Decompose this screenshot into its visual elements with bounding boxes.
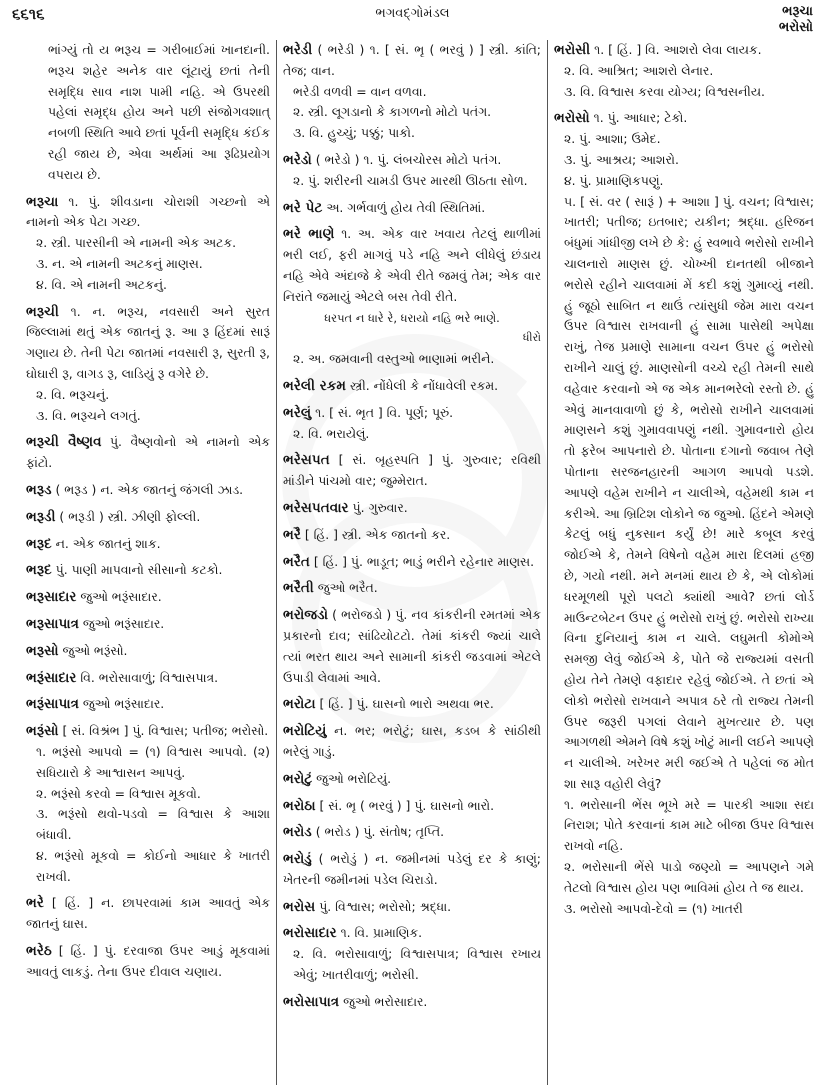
entry-definition: ( ભરેડી ) ૧. [ સં. ભૃ ( ભરવું ) ] સ્ત્રી. કાંતિ; તેજ; વાન. <box>283 42 541 78</box>
entry-definition: પું. ગુરુવાર. <box>352 499 408 515</box>
column-1 <box>10 40 276 1085</box>
entry-headword: ભરોજડો <box>283 607 329 624</box>
entry-definition: ૧. પું. શીવડાના ચોરાશી ગચ્છનો એ નામનો એક પેટા ગચ્છ. <box>26 193 270 230</box>
entry-headword: ભરૂદ <box>26 535 52 552</box>
dictionary-entry <box>26 560 270 581</box>
entry-headword: ભરોટું <box>283 770 313 787</box>
dictionary-entry <box>283 897 541 918</box>
entry-headword: ભરૂસો <box>26 642 59 659</box>
entry-sense: ૩. વિ. વિશ્વાસ કરવા યોગ્ય; વિશ્વસનીય. <box>564 83 765 99</box>
entry-sense: ૨. ભરોસાની ભેંસે પાડો જણ્યો = આપણને ગમે તેટલો વિશ્વાસ હોય પણ ભાવિમાં હોય તે જ થાય. <box>564 859 814 895</box>
entry-definition: ( ભરોડ ) પું. સંતોષ; તૃપ્તિ. <box>315 824 445 840</box>
dictionary-entry <box>26 641 270 662</box>
dictionary-entry <box>283 721 541 763</box>
entry-headword: ભરોઠા <box>283 797 316 814</box>
entry-definition: ૧. [ હિં. ] વિ. આશરો લેવા લાયક. <box>594 42 762 57</box>
entry-headword: ભરેસપત <box>283 452 330 469</box>
dictionary-entry <box>26 534 270 555</box>
entry-headword: ભરૂંસાપાત્ર <box>26 696 79 713</box>
dictionary-entry <box>26 192 270 296</box>
dictionary-entry <box>283 376 541 397</box>
entry-headword: ભરેલું <box>283 404 312 421</box>
dictionary-entry <box>283 578 541 599</box>
entry-definition: ૧. [ સં. ભૃત ] વિ. પૂર્ણ; પૂરું. <box>315 404 454 420</box>
entry-sense: ૨. વિ. ભરોસાવાળું; વિશ્વાસપાત્ર; વિશ્વાસ રખાય એવું; ખાતરીવાળું; ભરોસી. <box>293 946 541 983</box>
entry-sense: ૨. પું. શરીરની ચામડી ઉપર મારથી ઊઠતા સોળ. <box>293 172 528 188</box>
entry-headword: ભરૂંસો <box>26 723 59 740</box>
entry-sense: ૨. વિ. ભરાયેલું. <box>293 425 370 441</box>
entry-definition: અ. ગર્ભવાળું હોય તેવી સ્થિતિમાં. <box>326 199 486 215</box>
dictionary-entry <box>283 198 541 219</box>
entry-sense: ભરેડી વળવી = વાન વળવા. <box>293 83 427 99</box>
continuation-text: ભાંગ્યું તો ય ભરૂચ = ગરીબાઈમાં ખાનદાની. ભરૂચ શહેર અનેક વાર લૂંટાયું છતાં તેની સમૃદ્ધિ સાવ નાશ પામી નહિ. એ ઉપરથી પહેલાં સમૃદ્ધ હોય અને પછી સંજોગવશાત્ નબળી સ્થિતિ આવે છતાં પૂર્વની સમૃદ્ધિ કંઈક રહી જાય છે, એવા અર્થમાં આ રૂઢિપ્રયોગ વપરાય છે. <box>48 42 270 182</box>
entry-headword: ભરેઠ <box>26 943 52 960</box>
entry-headword: ભરૂદ <box>26 562 52 579</box>
entry-headword: ભરૈ <box>283 526 301 543</box>
entry-headword: ભરે ભાણે <box>283 226 335 243</box>
entry-headword: ભરોસી <box>554 42 591 58</box>
entry-sense: ૨. ભરૂંસો કરવો = વિશ્વાસ મૂકવો. <box>36 785 201 801</box>
entry-definition: ૧. ન. ભરૂચ, નવસારી અને સુરત જિલ્લામાં થતું એક જાતનું રૂ. આ રૂ હિંદમાં સારૂં ગણાય છે. તેની પેટા જાતમાં નવસારી રૂ, સુરતી રૂ, ઘોઘારી રૂ, વાગડ રૂ, લાડિયું રૂ વગેરે છે. <box>26 303 270 381</box>
entry-definition: જુઓ ભરોસાદાર. <box>343 993 428 1009</box>
entry-headword: ભરેડો <box>283 151 312 168</box>
entry-definition: ૧. વિ. પ્રામાણિક. <box>340 925 423 941</box>
dictionary-entry <box>283 403 541 445</box>
dictionary-entry <box>26 480 270 501</box>
entry-definition: [ હિં. ] ન. છાપરવામાં કામ આવતું એક જાતનું ઘાસ. <box>26 895 270 932</box>
entry-definition: ન. ભર; ભરોટું; ઘાસ, કડબ કે સાંઠીથી ભરેલું ગાડું. <box>283 723 541 759</box>
entry-sense: ૩. ભરૂંસો થવો-પડવો = વિશ્વાસ કે આશા બંધાવી. <box>36 806 270 843</box>
dictionary-entry <box>283 849 541 891</box>
entry-sense: ૨. સ્ત્રી. પારસીની એ નામની એક અટક. <box>36 235 237 251</box>
entry-headword: ભરૂચી <box>26 303 59 320</box>
entry-sense: ૪. પું. પ્રામાણિકપણું. <box>564 172 664 188</box>
guide-words <box>779 4 813 36</box>
entry-headword: ભરોસાદાર <box>283 925 337 942</box>
entry-sense: ૪. ભરૂંસો મૂકવો = કોઈનો આધાર કે ખાતરી રાખવી. <box>36 847 270 884</box>
dictionary-entry <box>26 614 270 635</box>
page-header <box>0 0 825 44</box>
dictionary-entry <box>26 507 270 528</box>
column-2 <box>276 40 548 1085</box>
entry-sense: ૩. પું. આશ્રય; આશરો. <box>564 151 679 167</box>
entry-definition: જુઓ ભરૂંસો. <box>62 642 128 658</box>
dictionary-entry <box>554 108 814 919</box>
book-title: ભગવદ્ગોમંડલ <box>375 6 450 21</box>
dictionary-entry <box>283 822 541 843</box>
dictionary-entry <box>283 605 541 688</box>
entry-headword: ભરોટિયું <box>283 723 327 740</box>
entry-headword: ભરૂચી વૈષ્ણવ <box>26 434 102 451</box>
dictionary-entry <box>283 992 541 1013</box>
entry-definition: [ સં. ભૃ ( ભરવું ) ] પું. ઘાસનો ભારો. <box>319 797 495 813</box>
entry-headword: ભરે <box>26 895 44 912</box>
entry-headword: ભરોસાપાત્ર <box>283 993 340 1010</box>
guide-word-top: ભરૂચા <box>782 4 813 19</box>
entry-sense: ૪. વિ. એ નામની અટકનું. <box>36 276 167 292</box>
entry-sense: ૧. ભરૂંસો આપવો = (૧) વિશ્વાસ આપવો. (૨) સધિયારો કે આશ્વાસન આપવું. <box>36 743 270 780</box>
dictionary-entry <box>26 432 270 474</box>
entry-headword: ભરોટા <box>283 696 316 713</box>
entry-definition: પું. પાણી માપવાનો સીસાનો કટકો. <box>55 562 223 578</box>
dictionary-entry <box>283 769 541 790</box>
dictionary-entry <box>26 941 270 983</box>
entry-sense: ૨. વિ. ભરૂચનું. <box>36 386 110 402</box>
entry-sense: ૩. વિ. ભરૂચને લગતું. <box>36 407 141 423</box>
entry-headword: ભરૂંસાદાર <box>26 669 77 686</box>
dictionary-entry <box>283 224 541 370</box>
entry-definition: [ હિં. ] પું. ભાડૂત; ભાડું ભરીને રહેનાર માણસ. <box>313 553 535 569</box>
quote-verse: ધરપત ન ધારે રે, ધરાયો નહિ ભરે ભાણે. <box>324 310 500 325</box>
dictionary-entry <box>283 498 541 519</box>
entry-headword: ભરોડ <box>283 824 312 841</box>
entry-definition: ( ભરોડું ) ન. જમીનમાં પડેલું દર કે કાણું; ખેતરની જમીનમાં પડેલ ચિરાડો. <box>283 851 541 887</box>
entry-definition: જુઓ ભરૂંસાદાર. <box>82 615 165 631</box>
guide-word-bottom: ભરોસો <box>778 20 813 35</box>
dictionary-entry <box>26 893 270 935</box>
dictionary-entry <box>283 796 541 817</box>
quote-source: ધીરો <box>522 331 541 345</box>
entry-definition: પું. વિશ્વાસ; ભરોસો; શ્રદ્ધા. <box>319 898 452 914</box>
entry-headword: ભરોડું <box>283 851 312 868</box>
column-3 <box>548 40 820 1085</box>
entry-sense: ૩. ન. એ નામની અટકનું માણસ. <box>36 255 203 271</box>
entry-headword: ભરેલી રકમ <box>283 377 347 394</box>
entry-headword: ભરૂસાપાત્ર <box>26 615 79 632</box>
dictionary-columns <box>10 40 820 1085</box>
entry-sense: ૩. ભરોસો આપવો-દેવો = (૧) ખાતરી <box>564 900 743 916</box>
entry-definition: ન. એક જાતનું શાક. <box>55 535 161 551</box>
entry-definition: [ હિં. ] પું. ઘાસનો ભારો અથવા ભર. <box>319 696 494 712</box>
entry-sense: ૩. વિ. હુચ્ચું; પક્કું; પાકો. <box>293 125 415 141</box>
entry-headword: ભરૂચા <box>26 193 59 210</box>
entry-definition: ( ભરોજડો ) પું. નવ કાંકરીની રમતમાં એક પ્રકારનો દાવ; સાંઢિયોટટો. તેમાં કાંકરી જ્યાં ચાલે ત્યાં ભરત થાય અને સામાની કાંકરી જડવામાં એટલે ઉપાડી લેવામાં આવે. <box>283 607 541 685</box>
entry-headword: ભરોસ <box>283 898 316 915</box>
entry-definition: પું. વૈષ્ણવોનો એ નામનો એક ફાંટો. <box>26 434 270 471</box>
dictionary-entry <box>283 150 541 192</box>
entry-definition: જુઓ ભરોટિયું. <box>316 770 392 786</box>
entry-headword: ભરૂડી <box>26 508 56 525</box>
entry-sense: ૨. પું. આશા; ઉમેદ. <box>564 131 661 147</box>
entry-definition: ૧. પું. આધાર; ટેકો. <box>593 110 688 126</box>
entry-sense: ૫. [ સં. વર ( સારૂં ) + આશા ] પું. વચન; વિશ્વાસ; ખાતરી; પતીજ; ઇતબાર; યકીન; શ્રદ્ધા. હરિજન બંધુમાં ગાંધીજી લખે છે કે: હું સ્વભાવે ભરોસો રાખીને ચાલનારો માણસ છું. ચોખ્ખી દાનતથી બીજાને ભરોસે રહીને ચાલવામાં મેં કદી કશું ગુમાવ્યું નથી. હું જૂઠો સાબિત ન થાઉં ત્યાંસુધી જેમ મારા વચન ઉપર વિશ્વાસ રાખવાની હું સામા પાસેથી અપેક્ષા રાખું, તેજ પ્રમાણે સામાના વચન ઉપર હું ભરોસો રાખીને ચાલું છું. માણસોની વચ્ચે રહી તેમની સાથે વહેવાર કરવાનો એ જ એક માનભરેલો રસ્તો છે. હું એવું માનવાવાળો છું કે, ભરોસો રાખીને ચાલવામાં માણસને કશું ગુમાવવાપણું નથી. ગુમાવનારો હોય તો ફરેબ આપનારો છે. પોતાના દગાનો જવાબ તેણે પોતાના સરજનહારની આગળ આપવો પડશે. આપણે વહેમ રાખીને ન ચાલીએ, વહેમથી કામ ન કરીએ. આ બ્રિટિશ લોકોને જ જુઓ. હિંદને એમણે કેટલું બધું નુકસાન કર્યું છે! મારે કબૂલ કરવું જોઈએ કે, તેમને વિષેનો વહેમ મારા દિલમાં હજી છે, ગયો નથી. મને મનમાં થાય છે કે, એ લોકોમાં ધરમૂળથી પૂરો પલટો ક્યાંથી આવે? છતાં લોર્ડ માઉન્ટબેટન ઉપર હું ભરોસો રાખું છું. ભરોસો રાખ્યા વિના દુનિયાનું કામ ન ચાલે. લઘુમતી કોમોએ સમજી લેવું જોઈએ કે, પોતે જે રાજ્યમાં વસતી હોય તેને તેમણે વફાદાર રહેવું જોઈએ. તે છતાં એ લોકો ભરોસો રાખવાને અપાત્ર ઠરે તો રાજ્ય તેમની ઉપર જરૂરી પગલાં લેવાને મુખત્યાર છે. પણ આગળથી એમને વિષે કશું ખોટું માની લઈને આપણે ન ચાલીએ. ખરેખર મરી જઈએ તે પહેલાં જ મોત શા સારૂ વહોરી લેવું? <box>564 193 814 791</box>
entry-definition: [ હિં. ] પું. દરવાજા ઉપર આડું મૂકવામાં આવતું લાકડું. તેના ઉપર દીવાલ ચણાય. <box>26 943 270 979</box>
dictionary-entry <box>283 450 541 492</box>
entry-sense: ૧. ભરોસાની ભેંસ ભૂખે મરે = પારકી આશા સદા નિરાશ; પોતે કરવાનાં કામ માટે બીજા ઉપર વિશ્વાસ રાખવો નહિ. <box>564 796 814 854</box>
dictionary-entry <box>283 552 541 573</box>
entry-headword: ભરોસો <box>554 110 590 127</box>
entry-definition: ( ભરૂડ ) ન. એક જાતનું જંગલી ઝાડ. <box>55 481 244 497</box>
dictionary-entry <box>554 40 814 102</box>
entry-definition: [ હિં. ] સ્ત્રી. એક જાતનો કર. <box>304 526 451 542</box>
entry-definition: જુઓ ભરૂંસાદાર. <box>80 589 162 605</box>
entry-definition: [ સં. વિશ્રંભ ] પું. વિશ્વાસ; પતીજ; ભરોસો. <box>62 723 269 739</box>
entry-definition: ( ભરૂડી ) સ્ત્રી. ઝીણી ફોલ્લી. <box>59 508 201 524</box>
entry-definition: ૧. અ. એક વાર ખવાય તેટલું થાળીમાં ભરી લઈ, ફરી માગવું પડે નહિ અને લીધેલું છંડાય નહિ એવે અંદાજે કે એવી રીતે જમવું તેમ; એક વાર નિરાંતે જમાયું એટલે બસ તેવી રીતે. <box>283 226 541 304</box>
dictionary-entry <box>283 40 541 144</box>
entry-sense: ૨. અ. જમવાની વસ્તુઓ ભાણામાં ભરીને. <box>293 351 495 367</box>
entry-headword: ભરૈતી <box>283 580 314 597</box>
entry-definition: જુઓ ભરૈત. <box>317 580 378 596</box>
dictionary-entry <box>26 721 270 887</box>
entry-definition: જુઓ ભરૂંસાદાર. <box>82 696 165 712</box>
entry-headword: ભરૈત <box>283 553 310 570</box>
dictionary-entry <box>283 525 541 546</box>
entry-sense: ૨. સ્ત્રી. લૂગડાનો કે કાગળનો મોટો પતંગ. <box>293 104 492 120</box>
dictionary-entry <box>283 694 541 715</box>
entry-definition: વિ. ભરોસાવાળું; વિશ્વાસપાત્ર. <box>80 669 219 685</box>
entry-definition: [ સં. બૃહસ્પતિ ] પું. ગુરુવાર; રવિથી માંડીને પાંચમો વાર; જુમ્મેરાત. <box>283 452 541 489</box>
dictionary-entry <box>26 694 270 715</box>
entry-headword: ભરેસપતવાર <box>283 499 349 516</box>
page-number: ૬૬૧૬ <box>12 5 45 23</box>
entry-headword: ભરૂડ <box>26 481 52 498</box>
dictionary-entry <box>26 587 270 608</box>
entry-definition: ( ભરેડો ) ૧. પું. લંબચોરસ મોટો પતંગ. <box>315 151 502 167</box>
entry-headword: ભરેડી <box>283 42 313 58</box>
dictionary-entry <box>26 302 270 427</box>
entry-headword: ભરૂસાદાર <box>26 589 77 606</box>
entry-sense: ૨. વિ. આશ્રિત; આશરો લેનાર. <box>564 62 714 78</box>
dictionary-entry <box>283 923 541 985</box>
dictionary-entry <box>26 668 270 689</box>
entry-headword: ભરે પેટ <box>283 199 323 216</box>
entry-definition: સ્ત્રી. નોંધેલી કે નોંધાવેલી રકમ. <box>349 377 499 393</box>
